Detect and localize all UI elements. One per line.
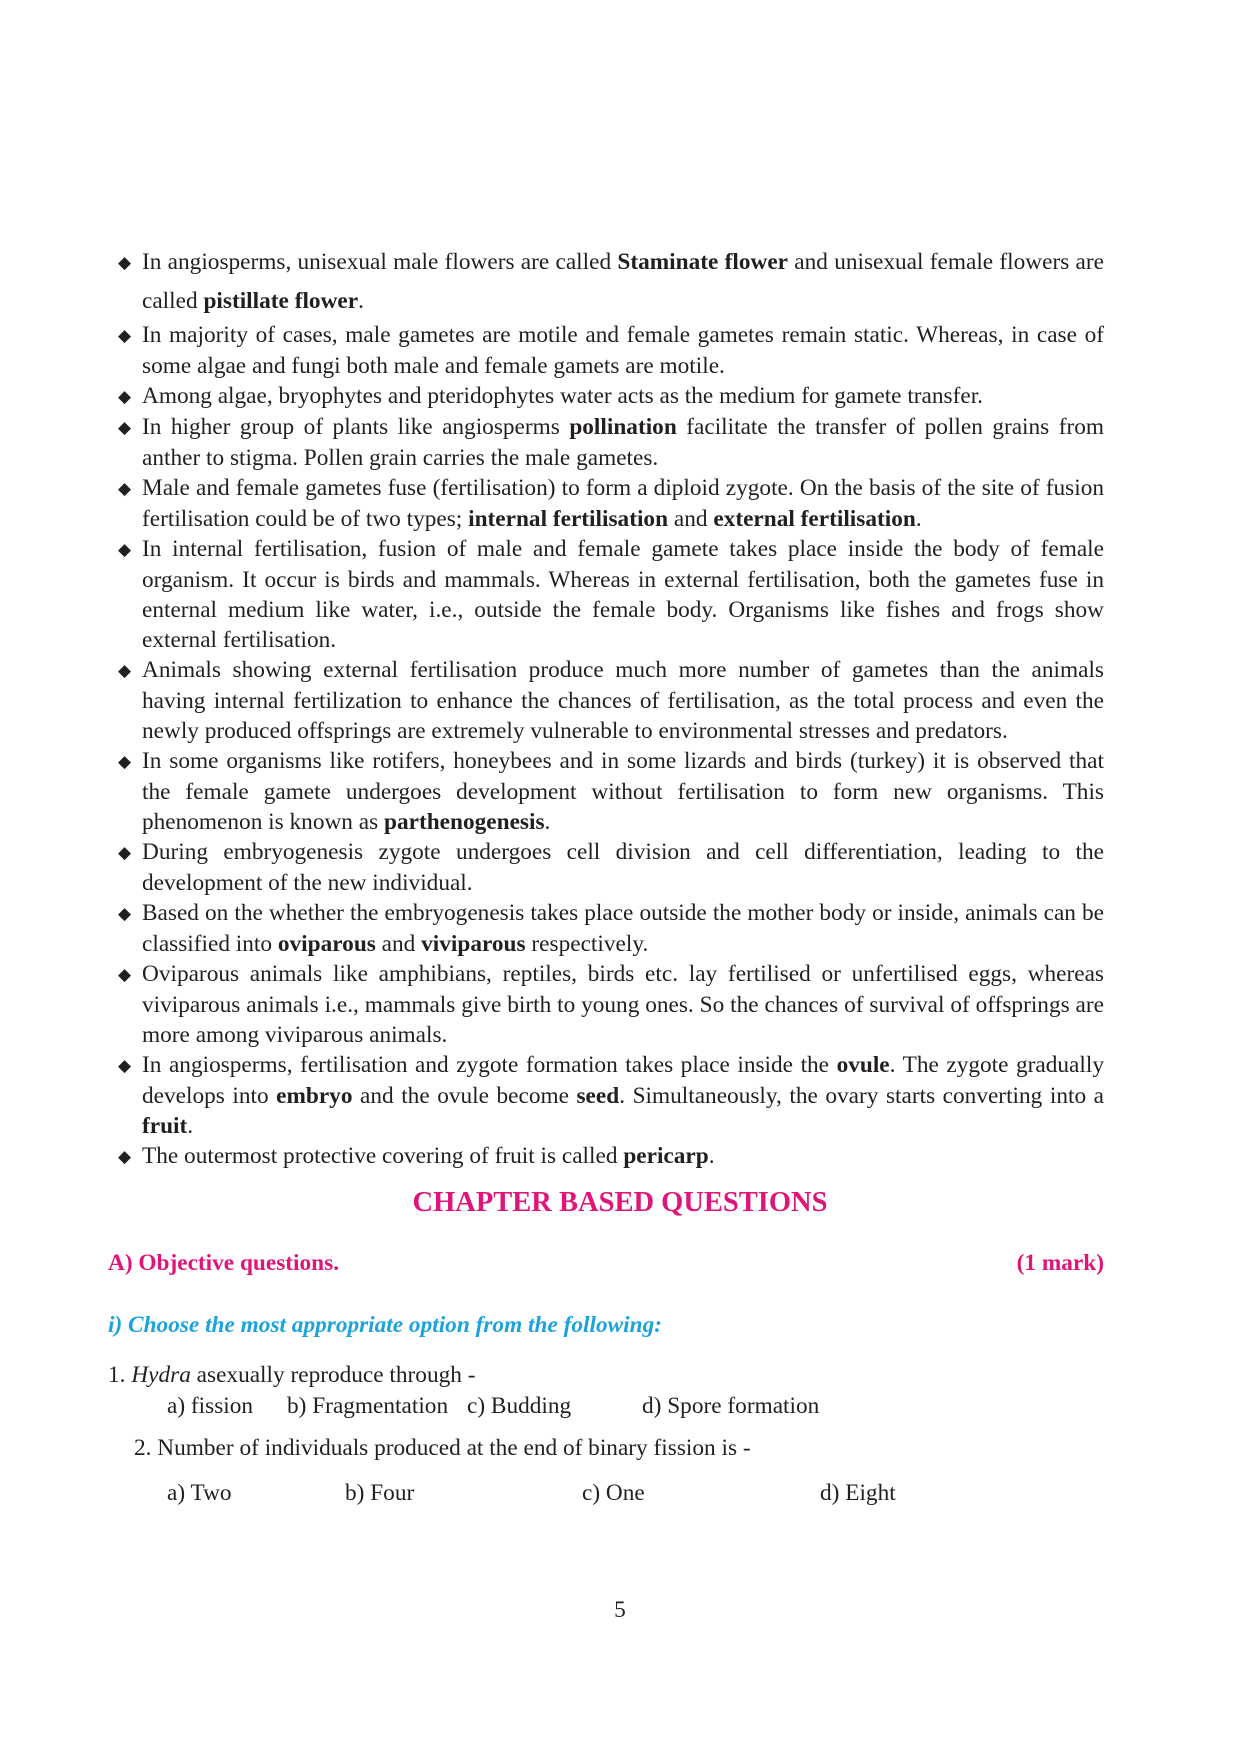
diamond-bullet-icon: ◆ (118, 253, 132, 272)
summary-bullet-list (108, 243, 1104, 1172)
bullet-text: and the ovule become (352, 1083, 577, 1109)
question-1-option-d: d) Spore formation (642, 1393, 820, 1419)
bullet-text: In angiosperms, unisexual male flowers are called (142, 249, 618, 275)
bullet-text: In internal fertilisation, fusion of male and female gamete takes place inside the body of female organism. It occur is birds and mammals. Whereas in external fertilisation, both the gametes fuse in enternal medium like water, i.e., outside the female body. Organisms like fishes and frogs show external fertilisation. (142, 536, 1104, 653)
bullet-text: respectively. (525, 931, 649, 957)
question-1-number: 1. (108, 1362, 126, 1388)
diamond-bullet-icon: ◆ (118, 387, 132, 406)
question-1-italic-term: Hydra (131, 1362, 191, 1388)
page-number: 5 (614, 1597, 626, 1623)
bullet-text: . (544, 809, 551, 835)
bullet-text: . (915, 506, 922, 532)
bold-term: pistillate flower (203, 288, 359, 314)
bullet-item (108, 473, 1104, 534)
bullet-item (108, 746, 1104, 837)
bullet-item (108, 959, 1104, 1050)
diamond-bullet-icon: ◆ (118, 843, 132, 862)
bold-term: pollination (569, 414, 677, 440)
bullet-text: During embryogenesis zygote undergoes cell division and cell differentiation, leading to the development of the new individual. (142, 839, 1104, 896)
diamond-bullet-icon: ◆ (118, 1056, 132, 1075)
bullet-item (108, 534, 1104, 655)
bold-term: embryo (276, 1083, 353, 1109)
question-2 (134, 1433, 751, 1463)
question-2-option-b: b) Four (345, 1480, 415, 1506)
bullet-text: Oviparous animals like amphibians, reptiles, birds etc. lay fertilised or unfertilised eggs, whereas viviparous animals i.e., mammals give birth to young ones. So the chances of survival of offsprings are more among viviparous animals. (142, 961, 1104, 1048)
bold-term: oviparous (277, 931, 376, 957)
bullet-text: In some organisms like rotifers, honeybees and in some lizards and birds (turkey) it is observed that the female gamete undergoes development without fertilisation to form new organisms. This phenomenon is known as (142, 748, 1104, 835)
bold-term: external fertilisation (713, 506, 916, 532)
bullet-text: and (668, 506, 714, 532)
bullet-item (108, 898, 1104, 959)
bullet-text: facilitate the transfer of pollen grains from anther to stigma. Pollen grain carries the male gametes. (142, 414, 1105, 471)
diamond-bullet-icon: ◆ (118, 904, 132, 923)
diamond-bullet-icon: ◆ (118, 1147, 132, 1166)
diamond-bullet-icon: ◆ (118, 965, 132, 984)
bullet-item (108, 1141, 1104, 1172)
bullet-text: In majority of cases, male gametes are motile and female gametes remain static. Whereas, in case of some algae and fungi both male and female gamets are motile. (142, 322, 1104, 379)
bold-term: Staminate flower (617, 249, 789, 275)
bullet-text: Animals showing external fertilisation produce much more number of gametes than the animals having internal fertilization to enhance the chances of fertilisation, as the total process and even the newly produced offsprings are extremely vulnerable to environmental stresses and predators. (142, 657, 1104, 744)
bullet-item (108, 381, 1104, 412)
section-title: A) Objective questions. (108, 1250, 340, 1276)
bold-term: parthenogenesis (384, 809, 545, 835)
question-2-option-d: d) Eight (820, 1480, 896, 1506)
bullet-text: Based on the whether the embryogenesis takes place outside the mother body or inside, animals can be classified into (142, 900, 1104, 957)
bullet-text: In higher group of plants like angiosperms (142, 414, 570, 440)
question-1-text: asexually reproduce through - (190, 1362, 476, 1388)
bullet-text: . (708, 1143, 715, 1169)
question-2-number: 2. (134, 1435, 152, 1461)
question-1 (108, 1360, 475, 1390)
bold-term: internal fertilisation (468, 506, 669, 532)
bullet-text: and unisexual female flowers are called (142, 249, 1104, 314)
diamond-bullet-icon: ◆ (118, 661, 132, 680)
bullet-text: . (187, 1113, 194, 1139)
diamond-bullet-icon: ◆ (118, 326, 132, 345)
bold-term: seed (576, 1083, 620, 1109)
bullet-text: In angiosperms, fertilisation and zygote formation takes place inside the (142, 1052, 837, 1078)
question-2-text: Number of individuals produced at the end of binary fission is - (151, 1435, 751, 1461)
bullet-text: and (375, 931, 422, 957)
bullet-text: . Simultaneously, the ovary starts converting into a (619, 1083, 1104, 1109)
diamond-bullet-icon: ◆ (118, 479, 132, 498)
bullet-text: Male and female gametes fuse (fertilisation) to form a diploid zygote. On the basis of the site of fusion fertilisation could be of two types; (142, 475, 1104, 532)
section-header (108, 1250, 1104, 1282)
bullet-text: . The zygote gradually develops into (142, 1052, 1104, 1109)
chapter-heading: CHAPTER BASED QUESTIONS (412, 1187, 828, 1218)
bullet-item (108, 655, 1104, 746)
bullet-item (108, 837, 1104, 898)
bullet-item (108, 1050, 1104, 1141)
bold-term: viviparous (421, 931, 526, 957)
question-1-option-b: b) Fragmentation (287, 1393, 449, 1419)
bold-term: pericarp (623, 1143, 709, 1169)
bullet-text: The outermost protective covering of fruit is called (142, 1143, 624, 1169)
bullet-text: . (358, 288, 364, 314)
bullet-item (108, 412, 1104, 473)
question-2-option-c: c) One (582, 1480, 645, 1506)
bold-term: ovule (836, 1052, 890, 1078)
diamond-bullet-icon: ◆ (118, 752, 132, 771)
question-2-option-a: a) Two (167, 1480, 232, 1506)
question-instruction: i) Choose the most appropriate option from the following: (108, 1312, 662, 1338)
question-1-option-a: a) fission (167, 1393, 254, 1419)
bullet-item (108, 320, 1104, 381)
question-1-option-c: c) Budding (467, 1393, 572, 1419)
bullet-item (108, 243, 1104, 320)
section-marks: (1 mark) (1016, 1250, 1104, 1276)
diamond-bullet-icon: ◆ (118, 540, 132, 559)
bold-term: fruit (142, 1113, 188, 1139)
bullet-text: Among algae, bryophytes and pteridophytes water acts as the medium for gamete transfer. (142, 383, 984, 409)
diamond-bullet-icon: ◆ (118, 418, 132, 437)
